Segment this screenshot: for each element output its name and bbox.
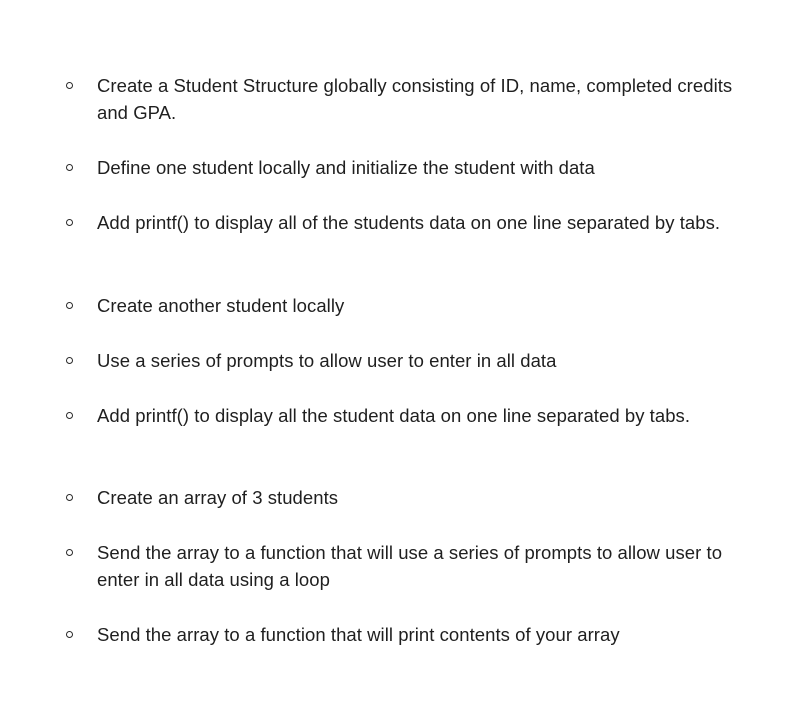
hollow-circle-bullet-icon (66, 494, 73, 501)
task-text: Send the array to a function that will print contents of your array (97, 624, 620, 645)
task-text: Define one student locally and initialize the student with data (97, 157, 595, 178)
hollow-circle-bullet-icon (66, 302, 73, 309)
task-text: Add printf() to display all of the students data on one line separated by tabs. (97, 212, 721, 233)
hollow-circle-bullet-icon (66, 357, 73, 364)
hollow-circle-bullet-icon (66, 549, 73, 556)
hollow-circle-bullet-icon (66, 219, 73, 226)
hollow-circle-bullet-icon (66, 631, 73, 638)
task-text: Add printf() to display all the student data on one line separated by tabs. (97, 405, 691, 426)
hollow-circle-bullet-icon (66, 82, 73, 89)
hollow-circle-bullet-icon (66, 412, 73, 419)
task-text: Create an array of 3 students (97, 487, 339, 508)
hollow-circle-bullet-icon (66, 164, 73, 171)
task-text: Create a Student Structure globally consisting of ID, name, completed credits and GPA. (97, 75, 733, 123)
task-text: Use a series of prompts to allow user to enter in all data (97, 350, 557, 371)
task-text: Create another student locally (97, 295, 345, 316)
task-text: Send the array to a function that will use a series of prompts to allow user to enter in all data using a loop (97, 542, 723, 590)
